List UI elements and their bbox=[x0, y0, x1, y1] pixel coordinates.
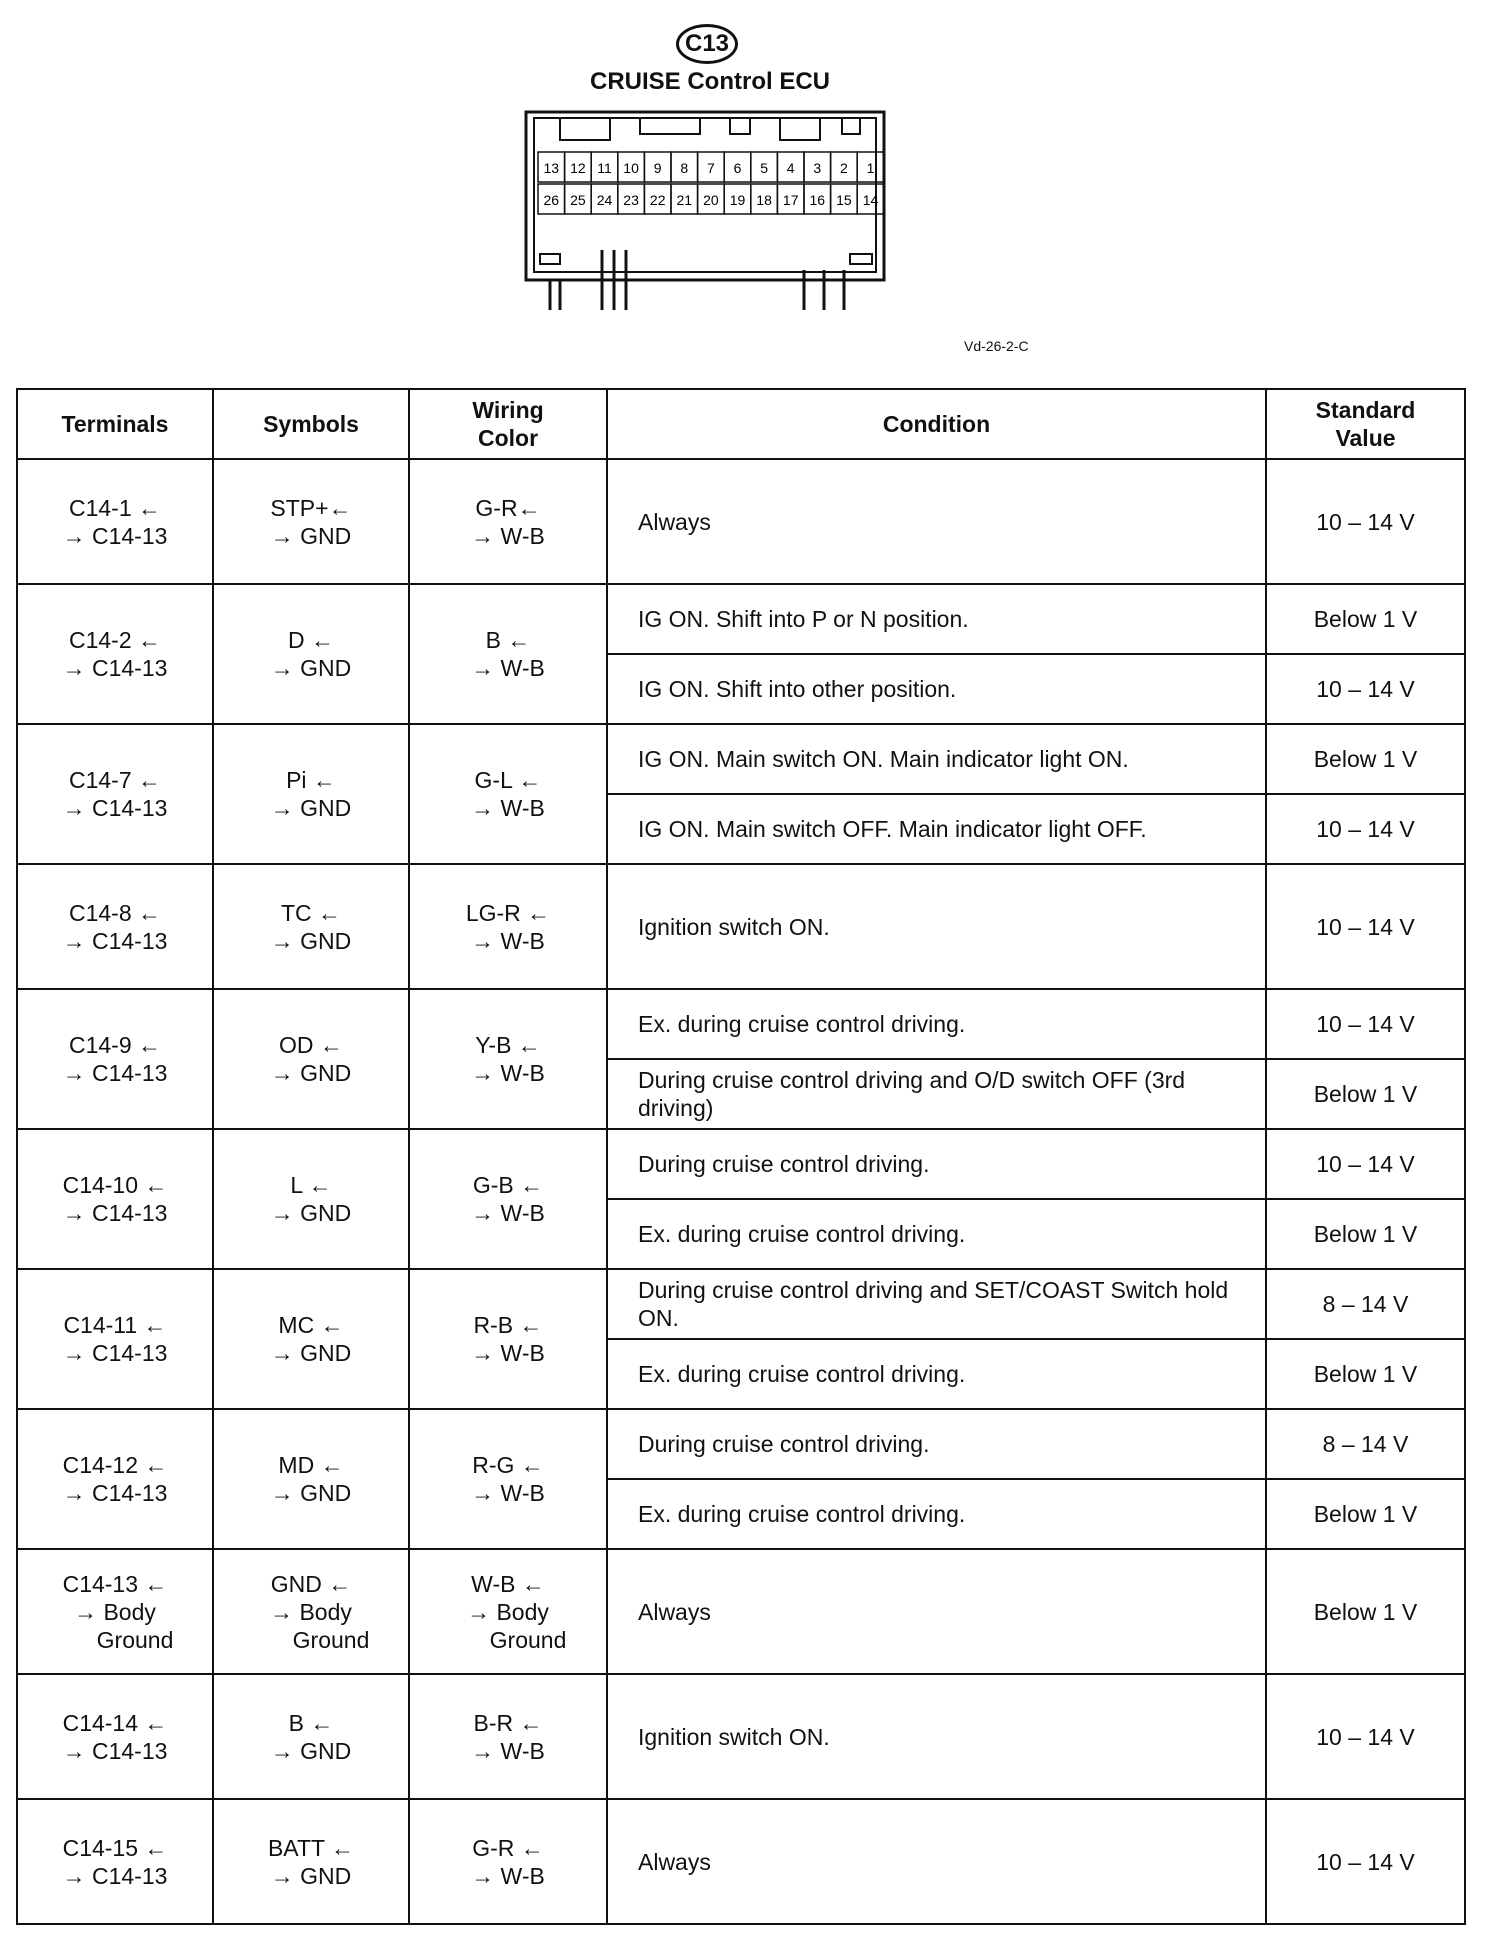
terminal-cell-line: → C14-13 bbox=[62, 1200, 168, 1226]
pin-label: 21 bbox=[676, 192, 693, 208]
terminal-cell-line: C14-12 ← bbox=[62, 1452, 168, 1478]
terminal-cell-line: → C14-13 bbox=[62, 795, 168, 821]
terminal-cell-line: C14-7 ← bbox=[68, 767, 162, 793]
standard-value-cell: 10 – 14 V bbox=[1266, 989, 1465, 1059]
pin-label: 6 bbox=[733, 160, 742, 176]
symbol-cell bbox=[213, 584, 409, 724]
pin-label: 9 bbox=[653, 160, 662, 176]
pin-label: 26 bbox=[543, 192, 560, 208]
wiring-color-cell bbox=[409, 1549, 607, 1674]
terminal-cell-line: C14-10 ← bbox=[62, 1172, 168, 1198]
pin-label: 17 bbox=[782, 192, 799, 208]
symbol-cell bbox=[213, 1269, 409, 1409]
pin-label: 16 bbox=[809, 192, 826, 208]
header-condition: Condition bbox=[607, 389, 1266, 459]
table-row bbox=[17, 1129, 1465, 1199]
pin-label: 23 bbox=[623, 192, 639, 208]
wiring-color-cell bbox=[409, 1269, 607, 1409]
symbol-cell-line: D ← bbox=[288, 627, 334, 653]
standard-value-cell: 10 – 14 V bbox=[1266, 1129, 1465, 1199]
terminal-cell-line: → Body bbox=[74, 1598, 156, 1625]
symbol-cell bbox=[213, 724, 409, 864]
connector-title: CRUISE Control ECU bbox=[590, 68, 830, 95]
pin-label: 8 bbox=[680, 160, 689, 176]
condition-cell: Ignition switch ON. bbox=[607, 1674, 1266, 1799]
terminal-cell bbox=[17, 1269, 213, 1409]
symbol-cell-line: MD ← bbox=[278, 1452, 344, 1478]
standard-value-cell: 10 – 14 V bbox=[1266, 864, 1465, 989]
symbol-cell bbox=[213, 864, 409, 989]
symbol-cell-line: → Body bbox=[270, 1598, 352, 1625]
symbol-cell-line: → GND bbox=[270, 1737, 352, 1764]
table-row bbox=[17, 1269, 1465, 1339]
terminal-cell-line: C14-14 ← bbox=[62, 1709, 168, 1736]
header-wiring-color: Wiring Color bbox=[409, 389, 607, 459]
symbol-cell-line: TC ← bbox=[280, 899, 342, 926]
symbol-cell-line: MC ← bbox=[278, 1312, 344, 1338]
symbol-cell-line: Ground bbox=[292, 1626, 370, 1653]
pin-label: 12 bbox=[570, 160, 586, 176]
header-symbols: Symbols bbox=[213, 389, 409, 459]
table-row bbox=[17, 1409, 1465, 1479]
table-row bbox=[17, 459, 1465, 584]
wiring-color-cell-line: → W-B bbox=[471, 655, 545, 681]
wiring-color-cell-line: G-B ← bbox=[472, 1172, 544, 1198]
pin-label: 18 bbox=[756, 192, 772, 208]
symbol-cell-line: L ← bbox=[290, 1172, 332, 1198]
pin-label: 15 bbox=[836, 192, 852, 208]
connector-id-badge: C13 bbox=[676, 24, 738, 64]
wiring-color-cell bbox=[409, 864, 607, 989]
symbol-cell-line: → GND bbox=[270, 522, 352, 549]
standard-value-cell: Below 1 V bbox=[1266, 584, 1465, 654]
wiring-color-cell bbox=[409, 584, 607, 724]
standard-value-cell: Below 1 V bbox=[1266, 724, 1465, 794]
symbol-cell-line: BATT ← bbox=[267, 1834, 355, 1861]
symbol-cell-line: → GND bbox=[270, 655, 352, 681]
pin-label: 14 bbox=[862, 192, 879, 208]
condition-cell: Always bbox=[607, 1799, 1266, 1924]
wiring-color-cell bbox=[409, 1129, 607, 1269]
pin-label: 11 bbox=[597, 160, 612, 176]
wiring-color-cell-line: R-G ← bbox=[472, 1452, 544, 1478]
terminal-cell-line: C14-15 ← bbox=[62, 1834, 168, 1861]
wiring-color-cell-line: → W-B bbox=[471, 522, 545, 549]
wiring-color-cell-line: G-L ← bbox=[474, 767, 542, 793]
terminal-spec-table bbox=[16, 388, 1466, 1925]
standard-value-cell: 10 – 14 V bbox=[1266, 1674, 1465, 1799]
table-row bbox=[17, 1674, 1465, 1799]
wiring-color-cell-line: → W-B bbox=[471, 1340, 545, 1366]
standard-value-cell: 8 – 14 V bbox=[1266, 1269, 1465, 1339]
wiring-color-cell-line: → W-B bbox=[471, 1200, 545, 1226]
figure-reference: Vd-26-2-C bbox=[964, 338, 1029, 354]
terminal-cell-line: → C14-13 bbox=[62, 927, 168, 954]
terminal-cell-line: C14-13 ← bbox=[62, 1570, 168, 1597]
pin-label: 13 bbox=[543, 160, 560, 176]
terminal-cell bbox=[17, 1129, 213, 1269]
table-row bbox=[17, 584, 1465, 654]
table-row bbox=[17, 989, 1465, 1059]
symbol-cell bbox=[213, 1129, 409, 1269]
standard-value-cell: 8 – 14 V bbox=[1266, 1409, 1465, 1479]
symbol-cell-line: → GND bbox=[270, 1340, 352, 1366]
standard-value-cell: Below 1 V bbox=[1266, 1059, 1465, 1129]
wiring-color-cell-line: LG-R ← bbox=[465, 899, 551, 926]
terminal-cell bbox=[17, 864, 213, 989]
pin-label: 2 bbox=[840, 160, 848, 176]
condition-cell: During cruise control driving. bbox=[607, 1409, 1266, 1479]
terminal-cell-line: → C14-13 bbox=[62, 1060, 168, 1086]
terminal-cell bbox=[17, 459, 213, 584]
table-row bbox=[17, 724, 1465, 794]
wiring-color-cell bbox=[409, 989, 607, 1129]
pin-label: 20 bbox=[703, 192, 719, 208]
symbol-cell-line: → GND bbox=[270, 1200, 352, 1226]
standard-value-cell: 10 – 14 V bbox=[1266, 1799, 1465, 1924]
wiring-color-cell bbox=[409, 1674, 607, 1799]
wiring-color-cell-line: B ← bbox=[485, 627, 531, 653]
wiring-color-cell-line: G-R ← bbox=[472, 1834, 544, 1861]
terminal-cell-line: C14-1 ← bbox=[68, 494, 162, 521]
pin-label: 7 bbox=[707, 160, 715, 176]
pin-label: 1 bbox=[866, 160, 875, 176]
terminal-cell-line: C14-8 ← bbox=[68, 899, 162, 926]
condition-cell: Always bbox=[607, 459, 1266, 584]
terminal-cell-line: → C14-13 bbox=[62, 522, 168, 549]
condition-cell: During cruise control driving and SET/COAST Switch hold ON. bbox=[607, 1269, 1266, 1339]
terminal-cell bbox=[17, 1549, 213, 1674]
condition-cell: IG ON. Shift into other position. bbox=[607, 654, 1266, 724]
wiring-color-cell bbox=[409, 1799, 607, 1924]
condition-cell: During cruise control driving and O/D switch OFF (3rd driving) bbox=[607, 1059, 1266, 1129]
symbol-cell bbox=[213, 1799, 409, 1924]
terminal-cell-line: C14-9 ← bbox=[68, 1032, 162, 1058]
wiring-color-cell-line: Y-B ← bbox=[475, 1032, 541, 1058]
symbol-cell bbox=[213, 1409, 409, 1549]
header-standard-value: Standard Value bbox=[1266, 389, 1465, 459]
wiring-color-cell-line: G-R← bbox=[475, 494, 541, 521]
wiring-color-cell bbox=[409, 1409, 607, 1549]
header-terminals: Terminals bbox=[17, 389, 213, 459]
terminal-cell-line: C14-11 ← bbox=[63, 1312, 167, 1338]
symbol-cell-line: → GND bbox=[270, 795, 352, 821]
terminal-cell-line: → C14-13 bbox=[62, 1737, 168, 1764]
table-header-row bbox=[17, 389, 1465, 459]
connector-diagram bbox=[520, 100, 890, 320]
terminal-cell bbox=[17, 724, 213, 864]
wiring-color-cell-line: → W-B bbox=[471, 1737, 545, 1764]
condition-cell: Ex. during cruise control driving. bbox=[607, 1339, 1266, 1409]
terminal-cell-line: → C14-13 bbox=[62, 1862, 168, 1889]
symbol-cell bbox=[213, 989, 409, 1129]
pin-label: 3 bbox=[813, 160, 822, 176]
symbol-cell-line: STP+← bbox=[270, 494, 352, 521]
symbol-cell bbox=[213, 1549, 409, 1674]
wiring-color-cell-line: → W-B bbox=[471, 795, 545, 821]
wiring-color-cell-line: Ground bbox=[489, 1626, 567, 1653]
condition-cell: IG ON. Main switch ON. Main indicator light ON. bbox=[607, 724, 1266, 794]
table-row bbox=[17, 864, 1465, 989]
symbol-cell-line: → GND bbox=[270, 1862, 352, 1889]
terminal-cell-line: → C14-13 bbox=[62, 1340, 168, 1366]
standard-value-cell: Below 1 V bbox=[1266, 1339, 1465, 1409]
pin-label: 10 bbox=[623, 160, 639, 176]
wiring-color-cell-line: R-B ← bbox=[473, 1312, 543, 1338]
pin-label: 19 bbox=[729, 192, 746, 208]
pin-label: 22 bbox=[649, 192, 666, 208]
condition-cell: Always bbox=[607, 1549, 1266, 1674]
terminal-cell bbox=[17, 584, 213, 724]
standard-value-cell: 10 – 14 V bbox=[1266, 794, 1465, 864]
condition-cell: Ex. during cruise control driving. bbox=[607, 989, 1266, 1059]
pin-label: 4 bbox=[786, 160, 795, 176]
symbol-cell-line: OD ← bbox=[279, 1032, 343, 1058]
pin-label: 25 bbox=[570, 192, 586, 208]
wiring-color-cell-line: → W-B bbox=[471, 1862, 545, 1889]
pin-label: 5 bbox=[760, 160, 768, 176]
table-row bbox=[17, 1549, 1465, 1674]
wiring-color-cell-line: → W-B bbox=[471, 927, 545, 954]
wiring-color-cell-line: W-B ← bbox=[471, 1570, 545, 1597]
standard-value-cell: 10 – 14 V bbox=[1266, 459, 1465, 584]
terminal-cell-line: Ground bbox=[96, 1626, 174, 1653]
symbol-cell-line: B ← bbox=[288, 1709, 334, 1736]
terminal-cell bbox=[17, 1409, 213, 1549]
symbol-cell bbox=[213, 1674, 409, 1799]
wiring-color-cell bbox=[409, 724, 607, 864]
terminal-cell-line: → C14-13 bbox=[62, 1480, 168, 1506]
condition-cell: Ignition switch ON. bbox=[607, 864, 1266, 989]
wiring-color-cell bbox=[409, 459, 607, 584]
standard-value-cell: 10 – 14 V bbox=[1266, 654, 1465, 724]
condition-cell: During cruise control driving. bbox=[607, 1129, 1266, 1199]
condition-cell: IG ON. Main switch OFF. Main indicator light OFF. bbox=[607, 794, 1266, 864]
wiring-color-cell-line: → Body bbox=[467, 1598, 549, 1625]
terminal-cell-line: → C14-13 bbox=[62, 655, 168, 681]
connector-header bbox=[0, 0, 1504, 380]
pin-label: 24 bbox=[596, 192, 613, 208]
table-row bbox=[17, 1799, 1465, 1924]
condition-cell: Ex. during cruise control driving. bbox=[607, 1199, 1266, 1269]
terminal-cell-line: C14-2 ← bbox=[68, 627, 162, 653]
standard-value-cell: Below 1 V bbox=[1266, 1479, 1465, 1549]
condition-cell: Ex. during cruise control driving. bbox=[607, 1479, 1266, 1549]
symbol-cell-line: → GND bbox=[270, 927, 352, 954]
symbol-cell-line: → GND bbox=[270, 1480, 352, 1506]
symbol-cell bbox=[213, 459, 409, 584]
standard-value-cell: Below 1 V bbox=[1266, 1199, 1465, 1269]
symbol-cell-line: GND ← bbox=[270, 1570, 352, 1597]
wiring-color-cell-line: B-R ← bbox=[473, 1709, 543, 1736]
terminal-cell bbox=[17, 1799, 213, 1924]
terminal-cell bbox=[17, 1674, 213, 1799]
symbol-cell-line: → GND bbox=[270, 1060, 352, 1086]
symbol-cell-line: Pi ← bbox=[286, 767, 336, 793]
terminal-cell bbox=[17, 989, 213, 1129]
wiring-color-cell-line: → W-B bbox=[471, 1480, 545, 1506]
wiring-color-cell-line: → W-B bbox=[471, 1060, 545, 1086]
condition-cell: IG ON. Shift into P or N position. bbox=[607, 584, 1266, 654]
standard-value-cell: Below 1 V bbox=[1266, 1549, 1465, 1674]
